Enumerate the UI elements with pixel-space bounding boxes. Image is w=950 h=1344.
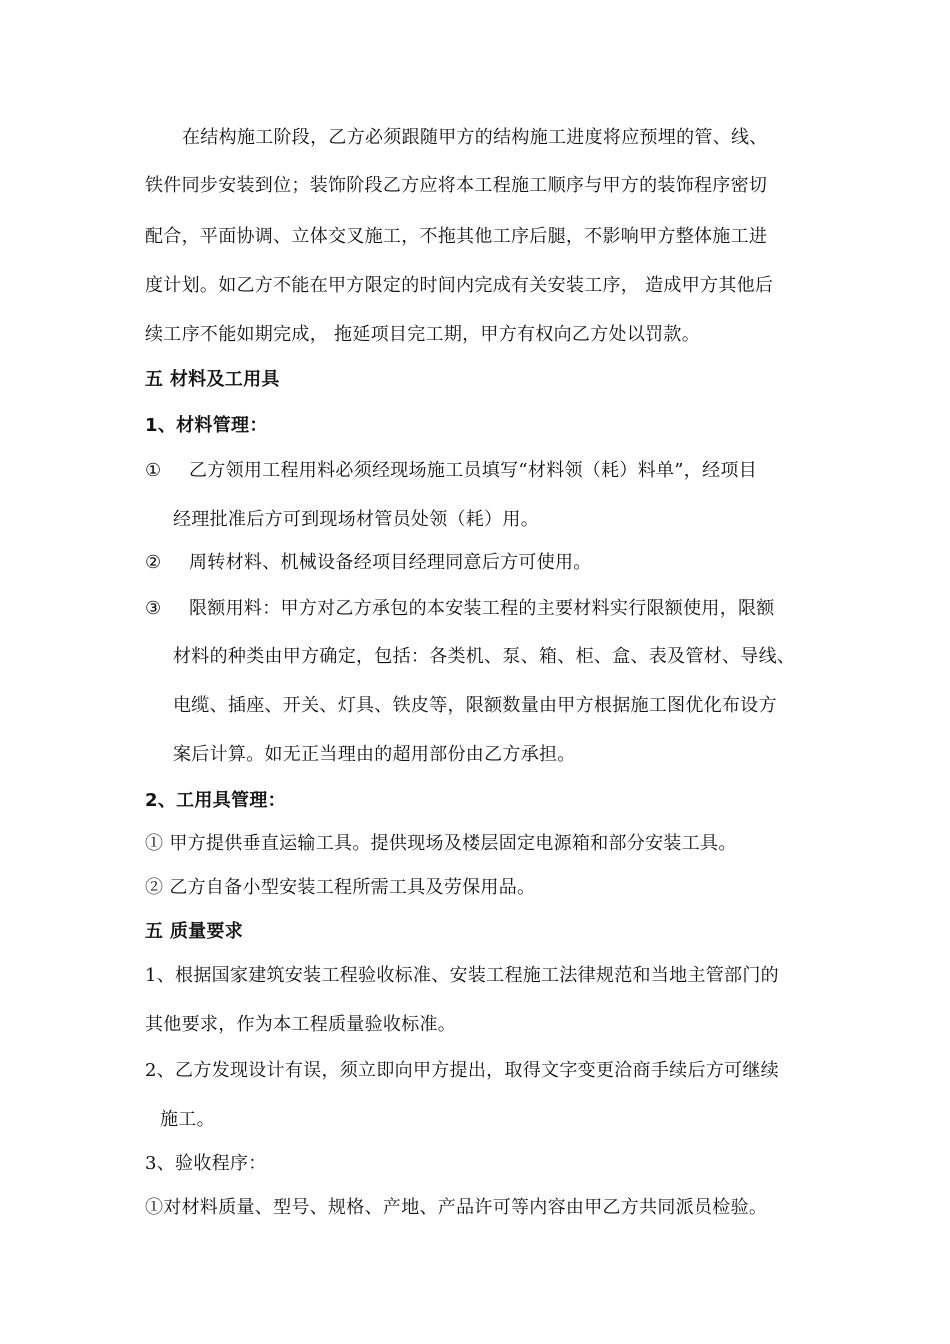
tool-item-1: ① 甲方提供垂直运输工具。提供现场及楼层固定电源箱和部分安装工具。 bbox=[145, 833, 737, 854]
list-marker-2: ② bbox=[145, 552, 162, 573]
material-item-1-line-2: 经理批准后方可到现场材管员处领（耗）用。 bbox=[173, 509, 539, 530]
material-item-3-line-1: 限额用料：甲方对乙方承包的本安装工程的主要材料实行限额使用，限额 bbox=[189, 598, 775, 619]
intro-line-1: 在结构施工阶段，乙方必须跟随甲方的结构施工进度将应预埋的管、线、 bbox=[182, 127, 768, 148]
material-item-2-line-1: 周转材料、机械设备经项目经理同意后方可使用。 bbox=[189, 552, 592, 573]
intro-line-2: 铁件同步安装到位；装饰阶段乙方应将本工程施工顺序与甲方的装饰程序密切 bbox=[145, 175, 768, 196]
material-item-3-line-2: 材料的种类由甲方确定，包括：各类机、泵、箱、柜、盒、表及管材、导线、 bbox=[173, 646, 796, 667]
list-marker-3: ③ bbox=[145, 598, 162, 619]
section-heading-quality: 五 质量要求 bbox=[145, 921, 244, 942]
material-item-3-line-4: 案后计算。如无正当理由的超用部份由乙方承担。 bbox=[173, 744, 576, 765]
quality-item-1-line-1: 1、根据国家建筑安装工程验收标准、安装工程施工法律规范和当地主管部门的 bbox=[145, 965, 779, 986]
subsection-title-tool-management: 2、工用具管理： bbox=[145, 790, 286, 811]
quality-item-2-line-1: 2、乙方发现设计有误，须立即向甲方提出，取得文字变更洽商手续后方可继续 bbox=[145, 1060, 779, 1081]
tool-item-2: ② 乙方自备小型安装工程所需工具及劳保用品。 bbox=[145, 877, 536, 898]
quality-item-2-line-2: 施工。 bbox=[160, 1109, 215, 1130]
intro-line-4: 度计划。如乙方不能在甲方限定的时间内完成有关安装工序， 造成甲方其他后 bbox=[145, 275, 774, 296]
material-item-1-line-1: 乙方领用工程用料必须经现场施工员填写“材料领（耗）料单”，经项目 bbox=[189, 460, 758, 481]
intro-line-3: 配合，平面协调、立体交叉施工，不拖其他工序后腿，不影响甲方整体施工进 bbox=[145, 226, 768, 247]
quality-item-3-title: 3、验收程序： bbox=[145, 1153, 267, 1174]
quality-item-3-sub-1: ①对材料质量、型号、规格、产地、产品许可等内容由甲乙方共同派员检验。 bbox=[145, 1197, 768, 1218]
quality-item-1-line-2: 其他要求，作为本工程质量验收标准。 bbox=[145, 1014, 457, 1035]
subsection-title-material-management: 1、材料管理： bbox=[145, 415, 268, 436]
material-item-3-line-3: 电缆、插座、开关、灯具、铁皮等，限额数量由甲方根据施工图优化布设方 bbox=[173, 695, 777, 716]
list-marker-1: ① bbox=[145, 460, 162, 481]
section-heading-materials: 五 材料及工用具 bbox=[145, 369, 280, 390]
intro-line-5: 续工序不能如期完成， 拖延项目完工期，甲方有权向乙方处以罚款。 bbox=[145, 324, 701, 345]
